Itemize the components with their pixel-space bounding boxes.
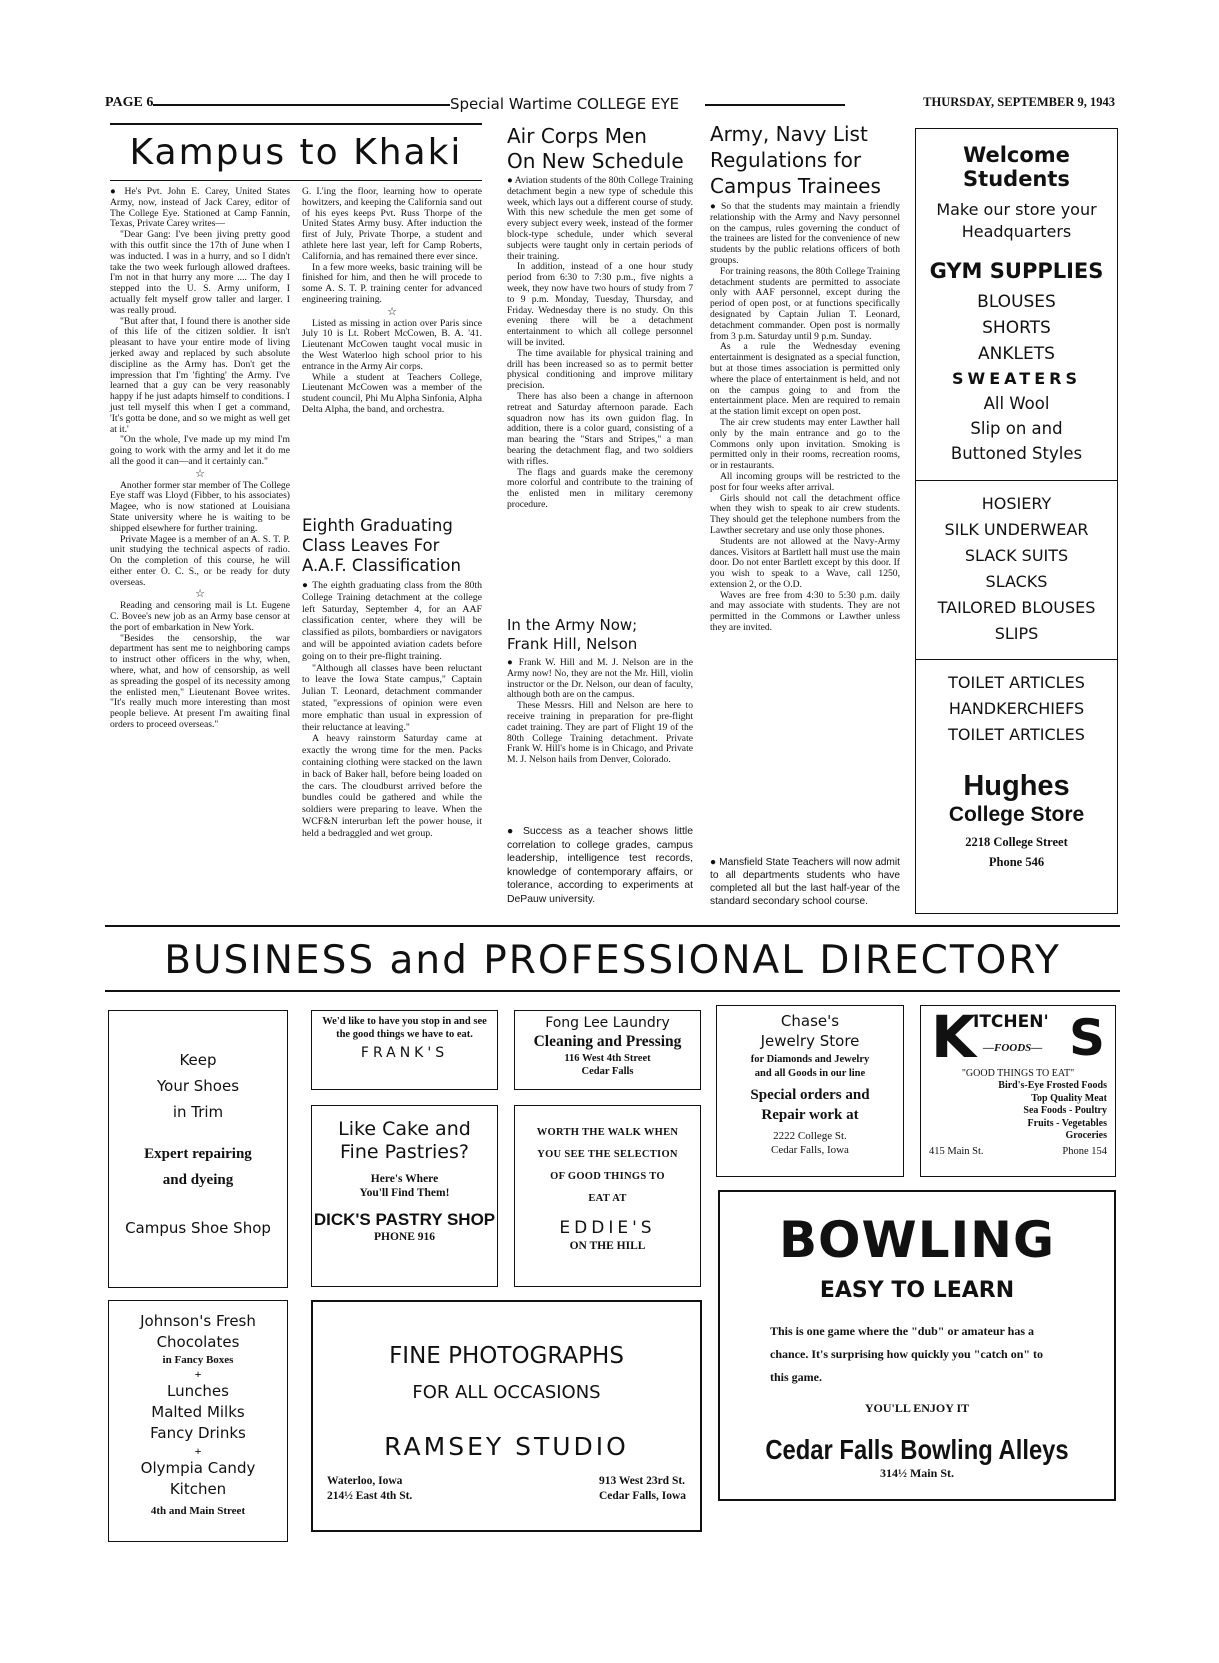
ad-line: for Diamonds and Jewelry xyxy=(750,1054,870,1065)
ad-line: and dyeing xyxy=(162,1172,234,1188)
star-icon: ☆ xyxy=(195,467,205,480)
article-paragraph: Listed as missing in action over Paris since July 10 is Lt. Robert McCowen, B. A. '41. Lieutenant McCowen taught vocal music in the West Waterloo high school prior to his entrance in the Army Air corps. xyxy=(302,317,482,372)
article-paragraph: In addition, instead of a one hour study period from 6:30 to 7:30 p.m., five nights a week, they now have two hours of study from 7 to 9 p.m. Monday, Tuesday, Thursday, and Friday. Wednesday there is no study. On this evening there will be a detachment entertainment to which all college personnel will be invited. xyxy=(507,261,693,348)
article-paragraph: ● Aviation students of the 80th College Training detachment begin a new type of schedule this week, which lays out a different course of study. With this new schedule the men get some of every subject every week, instead of the former block-type schedule, under which several subjects were taught only in certain periods of their training. xyxy=(507,175,693,262)
brief-paragraph: ● Success as a teacher shows little correlation to college grades, campus leadership, intelligence test records, knowledge of contemporary affairs, or tolerance, according to experiments at DePauw university. xyxy=(507,826,693,905)
make-store-line: Make our store your Headquarters xyxy=(936,200,1097,241)
list-item: SILK UNDERWEAR xyxy=(944,520,1089,539)
store-phone: Phone 546 xyxy=(988,855,1045,869)
list-item: HOSIERY xyxy=(981,494,1052,513)
directory-bottom-rule xyxy=(105,990,1120,992)
paper-name: Special Wartime COLLEGE EYE xyxy=(450,95,680,113)
article-paragraph: ● So that the students may maintain a friendly relationship with the Army and Navy personnel on the campus, rules governing the conduct of the trainees are listed for the convenience of new students by the public relations officers of both groups. xyxy=(710,201,900,266)
ad-line: in Fancy Boxes xyxy=(162,1354,234,1366)
franks-name: FRANK'S xyxy=(360,1045,449,1061)
chase-city: Cedar Falls, Iowa xyxy=(771,1144,849,1156)
eddies-location: ON THE HILL xyxy=(569,1240,646,1252)
list-item: TOILET ARTICLES xyxy=(948,673,1085,692)
store-address: 2218 College Street xyxy=(965,835,1068,849)
ad-line: Repair work at xyxy=(761,1107,859,1123)
kampus-rule xyxy=(110,123,482,125)
headline-line: In the Army Now; xyxy=(507,616,638,634)
article-paragraph: "On the whole, I've made up my mind I'm going to work with the army and let it do me all the good it can—and it certainly can." xyxy=(110,434,290,467)
directory-top-rule xyxy=(105,925,1120,927)
headline-line: Regulations for xyxy=(710,148,862,172)
list-item: Groceries xyxy=(1065,1130,1107,1141)
issue-date: THURSDAY, SEPTEMBER 9, 1943 xyxy=(923,95,1115,109)
ramsey-ad xyxy=(311,1300,702,1532)
kitchens-slogan: "GOOD THINGS TO EAT" xyxy=(961,1068,1075,1079)
bowling-subtitle: EASY TO LEARN xyxy=(819,1278,1015,1303)
list-item: All Wool xyxy=(983,394,1050,413)
ad-line: Kitchen xyxy=(169,1480,227,1498)
headline-line: Frank Hill, Nelson xyxy=(507,635,638,653)
ad-line: WORTH THE WALK WHEN xyxy=(536,1127,679,1138)
article-paragraph: Private Magee is a member of an A. S. T. P. unit studying the technical aspects of radio. On the completion of this course, he will either enter O. C. S., or be ready for duty overseas. xyxy=(110,533,290,588)
article-paragraph: ● Frank W. Hill and M. J. Nelson are in the Army now! No, they are not the Mr. Hill, violin instructor or the Dr. Nelson, our dean of faculty, although both are on the campus. xyxy=(507,657,693,701)
kampus-col1 xyxy=(110,187,290,731)
star-icon: ☆ xyxy=(195,588,205,601)
list-item: SHORTS xyxy=(982,318,1051,338)
shoe-slogan xyxy=(109,1047,287,1125)
logo-word: ITCHEN' xyxy=(973,1012,1049,1032)
article-paragraph: "But after that, I found there is another side of this life of the citizen soldier. It isn't pleasant to have your entire mode of living jerked away and replaced by such absolute discipline as the Army has. Don't get the impression that I'm 'fighting' the Army. I've learned that a guy can be very reasonably happy if he just adapts himself to conditions. I just tell myself this when I get a command, 'It's gotta be done, and so we might as well get at it.' xyxy=(110,315,290,435)
article-paragraph: Girls should not call the detachment office when they wish to speak to air crew students. They should get the telephone numbers from the Lawther secretary and use only those phones. xyxy=(710,492,900,536)
kampus-headline: Kampus to Khaki xyxy=(129,132,463,173)
kitchens-ad xyxy=(920,1005,1116,1177)
article-paragraph: As a rule the Wednesday evening entertainment is designated as a special function, but at those times association is permitted only where the place of entertainment is held, and not on the campus going to and from the entertainment place. Men are required to remain at the station limit except on open post. xyxy=(710,341,900,418)
logo-letter-s: S xyxy=(1068,1009,1105,1067)
fong-service: Cleaning and Pressing xyxy=(533,1033,682,1050)
article-paragraph: The air crew students may enter Lawther hall only by the main entrance and go to the Commons only upon invitation. Smoking is permitted only in their rooms, recreation rooms, or in restaurants. xyxy=(710,416,900,472)
logo-letter-k: K xyxy=(931,1003,976,1071)
fong-name: Fong Lee Laundry xyxy=(545,1015,670,1031)
divider xyxy=(916,659,1117,660)
article-paragraph: "Dear Gang: I've been jiving pretty good with this outfit since the 17th of June when I was inducted. I was in a hurry, and so I didn't take the two week furlough allowed draftees. I'm not in that hurry any more .... The day I stepped into the U. S. Army uniform, I actually felt myself grow taller and larger. I was really proud. xyxy=(110,229,290,316)
bowling-title: BOWLING xyxy=(778,1211,1056,1269)
ad-line: in Trim xyxy=(172,1103,224,1121)
list-item: SLACK SUITS xyxy=(964,546,1069,565)
headline-line: On New Schedule xyxy=(507,149,684,173)
list-item: Sea Foods - Poultry xyxy=(1023,1105,1107,1116)
shoe-service xyxy=(109,1141,287,1193)
list-item: BLOUSES xyxy=(977,292,1056,312)
headline-line: A.A.F. Classification xyxy=(302,556,461,575)
ad-line: YOU SEE THE SELECTION xyxy=(537,1149,678,1160)
dicks-headline: Fine Pastries? xyxy=(340,1141,469,1163)
ramsey-addresses xyxy=(313,1474,700,1508)
ad-line: Here's Where xyxy=(370,1173,439,1185)
list-item: Slip on and xyxy=(970,419,1063,438)
list-item: Bird's-Eye Frosted Foods xyxy=(998,1080,1107,1091)
headline-line: Army, Navy List xyxy=(710,122,868,146)
logo-foods: —FOODS— xyxy=(983,1042,1043,1054)
ad-line: Fancy Drinks xyxy=(150,1424,246,1442)
divider xyxy=(916,480,1117,481)
students-heading: Students xyxy=(963,167,1070,191)
ad-line: Special orders and xyxy=(750,1087,870,1103)
bowling-address: 314½ Main St. xyxy=(879,1466,954,1480)
eighth-body xyxy=(302,580,482,840)
article-paragraph: Waves are free from 4:30 to 5:30 p.m. daily and may associate with students. They are not permitted in the Commons or Lawther unless they are invited. xyxy=(710,589,900,634)
page-number: PAGE 6 xyxy=(105,95,154,110)
armynow-body xyxy=(507,658,693,766)
kitchens-footer xyxy=(921,1146,1115,1162)
fong-city: Cedar Falls xyxy=(581,1066,634,1077)
ad-line: EAT AT xyxy=(588,1193,627,1204)
article-paragraph: The time available for physical training and drill has been increased so as to permit better physical conditioning and improve military precision. xyxy=(507,347,693,392)
ramsey-waterloo xyxy=(327,1474,412,1504)
aircorps-body xyxy=(507,176,693,511)
ad-line: Malted Milks xyxy=(151,1403,245,1421)
aircorps-headline xyxy=(507,124,697,174)
kampus-underline xyxy=(110,180,482,181)
article-paragraph: In a few more weeks, basic training will be finished for him, and then he will procede to some A. S. T. P. training center for advanced engineering training. xyxy=(302,261,482,305)
toilet-list xyxy=(916,670,1117,748)
armynavy-body xyxy=(710,202,900,634)
article-paragraph: All incoming groups will be restricted to the post for four weeks after arrival. xyxy=(710,470,900,493)
article-paragraph: Another former star member of The College Eye staff was Lloyd (Fibber, to his associates) Magee, who is now stationed at Louisiana State university where he is waiting to be shipped elsewhere for further training. xyxy=(110,479,290,534)
ad-line: and all Goods in our line xyxy=(754,1068,866,1079)
hosiery-list xyxy=(916,491,1117,647)
address-line: 214½ East 4th St. xyxy=(327,1490,413,1502)
ad-line: Expert repairing xyxy=(144,1146,252,1162)
college-store: College Store xyxy=(948,803,1085,826)
dicks-phone: PHONE 916 xyxy=(373,1231,435,1243)
article-paragraph: Reading and censoring mail is Lt. Eugene C. Bovee's new job as an Army base censor at the port of embarkation in New York. xyxy=(110,600,290,633)
list-item: HANDKERCHIEFS xyxy=(948,699,1085,718)
eddies-ad xyxy=(514,1105,701,1287)
gym-supplies: GYM SUPPLIES xyxy=(929,259,1104,283)
johnson-address: 4th and Main Street xyxy=(150,1505,246,1517)
mansfield-brief xyxy=(710,856,900,908)
list-item: ANKLETS xyxy=(978,344,1055,364)
ad-line: Lunches xyxy=(167,1382,229,1400)
kitchens-phone: Phone 154 xyxy=(1062,1145,1107,1157)
ramsey-line1: FINE PHOTOGRAPHS xyxy=(389,1343,624,1369)
ad-line: Chocolates xyxy=(156,1333,240,1351)
hughes-ad xyxy=(915,128,1118,914)
chase-store: Jewelry Store xyxy=(760,1032,860,1050)
bowling-enjoy: YOU'LL ENJOY IT xyxy=(864,1401,970,1415)
article-paragraph: For training reasons, the 80th College Training detachment students are permitted to associate only with AAF personnel, except during the period of open post, or at functions specifically designated by Captain Julian T. Leonard, detachment commander. Open post is normally from 3 p.m. Saturday until 9 p.m. Sunday. xyxy=(710,265,900,342)
kitchens-address: 415 Main St. xyxy=(929,1145,984,1157)
fong-address: 116 West 4th Street xyxy=(564,1053,651,1064)
armynow-headline xyxy=(507,616,697,654)
franks-text: We'd like to have you stop in and see the good things we have to eat. xyxy=(322,1016,487,1040)
list-item: Buttoned Styles xyxy=(950,444,1083,463)
list-item: TAILORED BLOUSES xyxy=(937,598,1096,617)
list-item: SLACKS xyxy=(985,572,1048,591)
ad-line: Johnson's Fresh xyxy=(140,1312,256,1330)
eddies-name: EDDIE'S xyxy=(559,1218,656,1238)
fong-ad xyxy=(514,1010,701,1090)
franks-ad xyxy=(311,1010,498,1090)
ad-line: Olympia Candy xyxy=(140,1459,256,1477)
bowling-name: Cedar Falls Bowling Alleys xyxy=(765,1434,1069,1465)
separator: + xyxy=(194,1444,202,1458)
johnson-ad xyxy=(108,1300,288,1542)
eddies-text xyxy=(515,1122,700,1210)
star-icon: ☆ xyxy=(387,305,397,318)
headline-line: Air Corps Men xyxy=(507,124,647,148)
ad-line: You'll Find Them! xyxy=(359,1187,450,1199)
list-item: TOILET ARTICLES xyxy=(948,725,1085,744)
list-item: Top Quality Meat xyxy=(1031,1092,1107,1104)
article-paragraph: While a student at Teachers College, Lieutenant McCowen was a member of the student council, Phi Mu Alpha Sinfonia, Alpha Delta Alpha, the band, and orchestra. xyxy=(302,371,482,415)
article-paragraph: There has also been a change in afternoon retreat and Saturday afternoon parade. Each squadron now has its own guidon flag. In addition, there is a color guard, consisting of a man bearing the "Stars and Stripes," a man bearing the detachment flag, and two soldiers with rifles. xyxy=(507,390,693,467)
article-paragraph: "Besides the censorship, the war department has sent me to neighboring camps to instruct other officers in the why, when, where, what, and how of censorship, as well as spreading the gospel of its necessity among the enlisted men," Lieutenant Bovee writes. "It's really much more interesting than most people believe. At present I'm awaiting final orders to proceed overseas." xyxy=(110,632,290,731)
article-paragraph: "Although all classes have been reluctant to leave the Iowa State campus," Captain Julian T. Leonard, detachment commander stated, "expressions of opinion were even more emphatic than usual in expression of their reluctance at leaving." xyxy=(302,662,482,733)
shoe-ad xyxy=(108,1010,288,1288)
armynavy-headline xyxy=(710,121,905,199)
welcome-heading: Welcome xyxy=(963,143,1070,167)
sweaters-heading: SWEATERS xyxy=(952,369,1081,388)
article-paragraph: Students are not allowed at the Navy-Army dances. Visitors at Bartlett hall must use the main door. Do not enter Bartlett except by this door. If you wish to speak to a Wave, call 1250, extension 2, or the O.D. xyxy=(710,535,900,590)
headline-line: Class Leaves For xyxy=(302,536,440,555)
masthead xyxy=(105,95,1115,117)
kitchens-list xyxy=(921,1080,1115,1143)
brief-paragraph: ● Mansfield State Teachers will now admit to all departments students who have completed all but the last half-year of the standard secondary school course. xyxy=(710,857,900,907)
article-paragraph: The flags and guards make the ceremony more colorful and contribute to the training of the enlisted men in military ceremony procedure. xyxy=(507,466,693,510)
success-brief xyxy=(507,825,693,906)
carey-para: ● He's Pvt. John E. Carey, United States Army, now, instead of Jack Carey, editor of The College Eye. Stationed at Camp Fannin, Texas, Private Carey writes— xyxy=(110,186,290,230)
address-line: Waterloo, Iowa xyxy=(327,1475,403,1487)
ad-line: OF GOOD THINGS TO xyxy=(550,1171,665,1182)
dicks-name: DICK'S PASTRY SHOP xyxy=(313,1210,496,1229)
apparel-list xyxy=(916,289,1117,367)
article-paragraph: G. I.'ing the floor, learning how to operate howitzers, and keeping the California sand out of his eyes keeps Pvt. Russ Thorpe of the United States Army busy. After induction the first of July, Private Thorpe, a student and athlete here last year, left for Camp Roberts, California, and has remained there ever since. xyxy=(302,186,482,262)
separator: + xyxy=(194,1367,202,1381)
headline-line: Eighth Graduating xyxy=(302,516,453,535)
list-item: SLIPS xyxy=(994,624,1039,643)
ad-line: Keep xyxy=(179,1051,217,1069)
chase-address: 2222 College St. xyxy=(773,1130,847,1142)
dicks-ad xyxy=(311,1105,498,1287)
ramsey-name: RAMSEY STUDIO xyxy=(384,1432,629,1461)
article-paragraph: A heavy rainstorm Saturday came at exactly the wrong time for the men. Packs containing clothing were stacked on the lawn in back of Baker hall, before being loaded on the cars. The cloudburst arrived before the bundles could be gathered and while the soldiers were preparing to leave. When the WCF&N interurban left the power house, it held a bedraggled and wet group. xyxy=(302,733,482,839)
ad-line: Your Shoes xyxy=(156,1077,240,1095)
address-line: Cedar Falls, Iowa xyxy=(599,1490,686,1502)
ramsey-cedar-falls xyxy=(599,1474,686,1504)
article-paragraph: These Messrs. Hill and Nelson are here to receive training in preparation for pre-flight cadet training. They are part of Flight 19 of the 80th College Training detachment. Private Frank W. Hill's home is in Chicago, and Private M. J. Nelson hails from Denver, Colorado. xyxy=(507,700,693,766)
address-line: 913 West 23rd St. xyxy=(599,1475,686,1487)
chase-ad xyxy=(716,1005,904,1177)
article-paragraph: ● The eighth graduating class from the 80th College Training detachment at the college left Saturday, September 4, for an AAF classification center, where they will be classified as pilots, bombardiers or navigators and will be appointed aviation cadets before going on to their pre-flight training. xyxy=(302,580,482,662)
eighth-headline xyxy=(302,516,487,576)
kampus-col2 xyxy=(302,187,482,416)
chase-name: Chase's xyxy=(780,1012,840,1030)
bowling-text: This is one game where the "dub" or amateur has a chance. It's surprising how quickly you "catch on" to this game. xyxy=(770,1324,1044,1384)
dicks-headline: Like Cake and xyxy=(338,1118,471,1140)
kitchens-logo xyxy=(921,1003,1115,1071)
hughes-name: Hughes xyxy=(963,770,1070,802)
bowling-ad xyxy=(718,1190,1116,1501)
directory-title: BUSINESS and PROFESSIONAL DIRECTORY xyxy=(164,938,1061,983)
list-item: Fruits - Vegetables xyxy=(1027,1117,1107,1129)
wool-list xyxy=(916,391,1117,466)
ramsey-line2: FOR ALL OCCASIONS xyxy=(412,1382,601,1403)
headline-line: Campus Trainees xyxy=(710,174,881,198)
shoe-shop-name: Campus Shoe Shop xyxy=(125,1219,271,1237)
